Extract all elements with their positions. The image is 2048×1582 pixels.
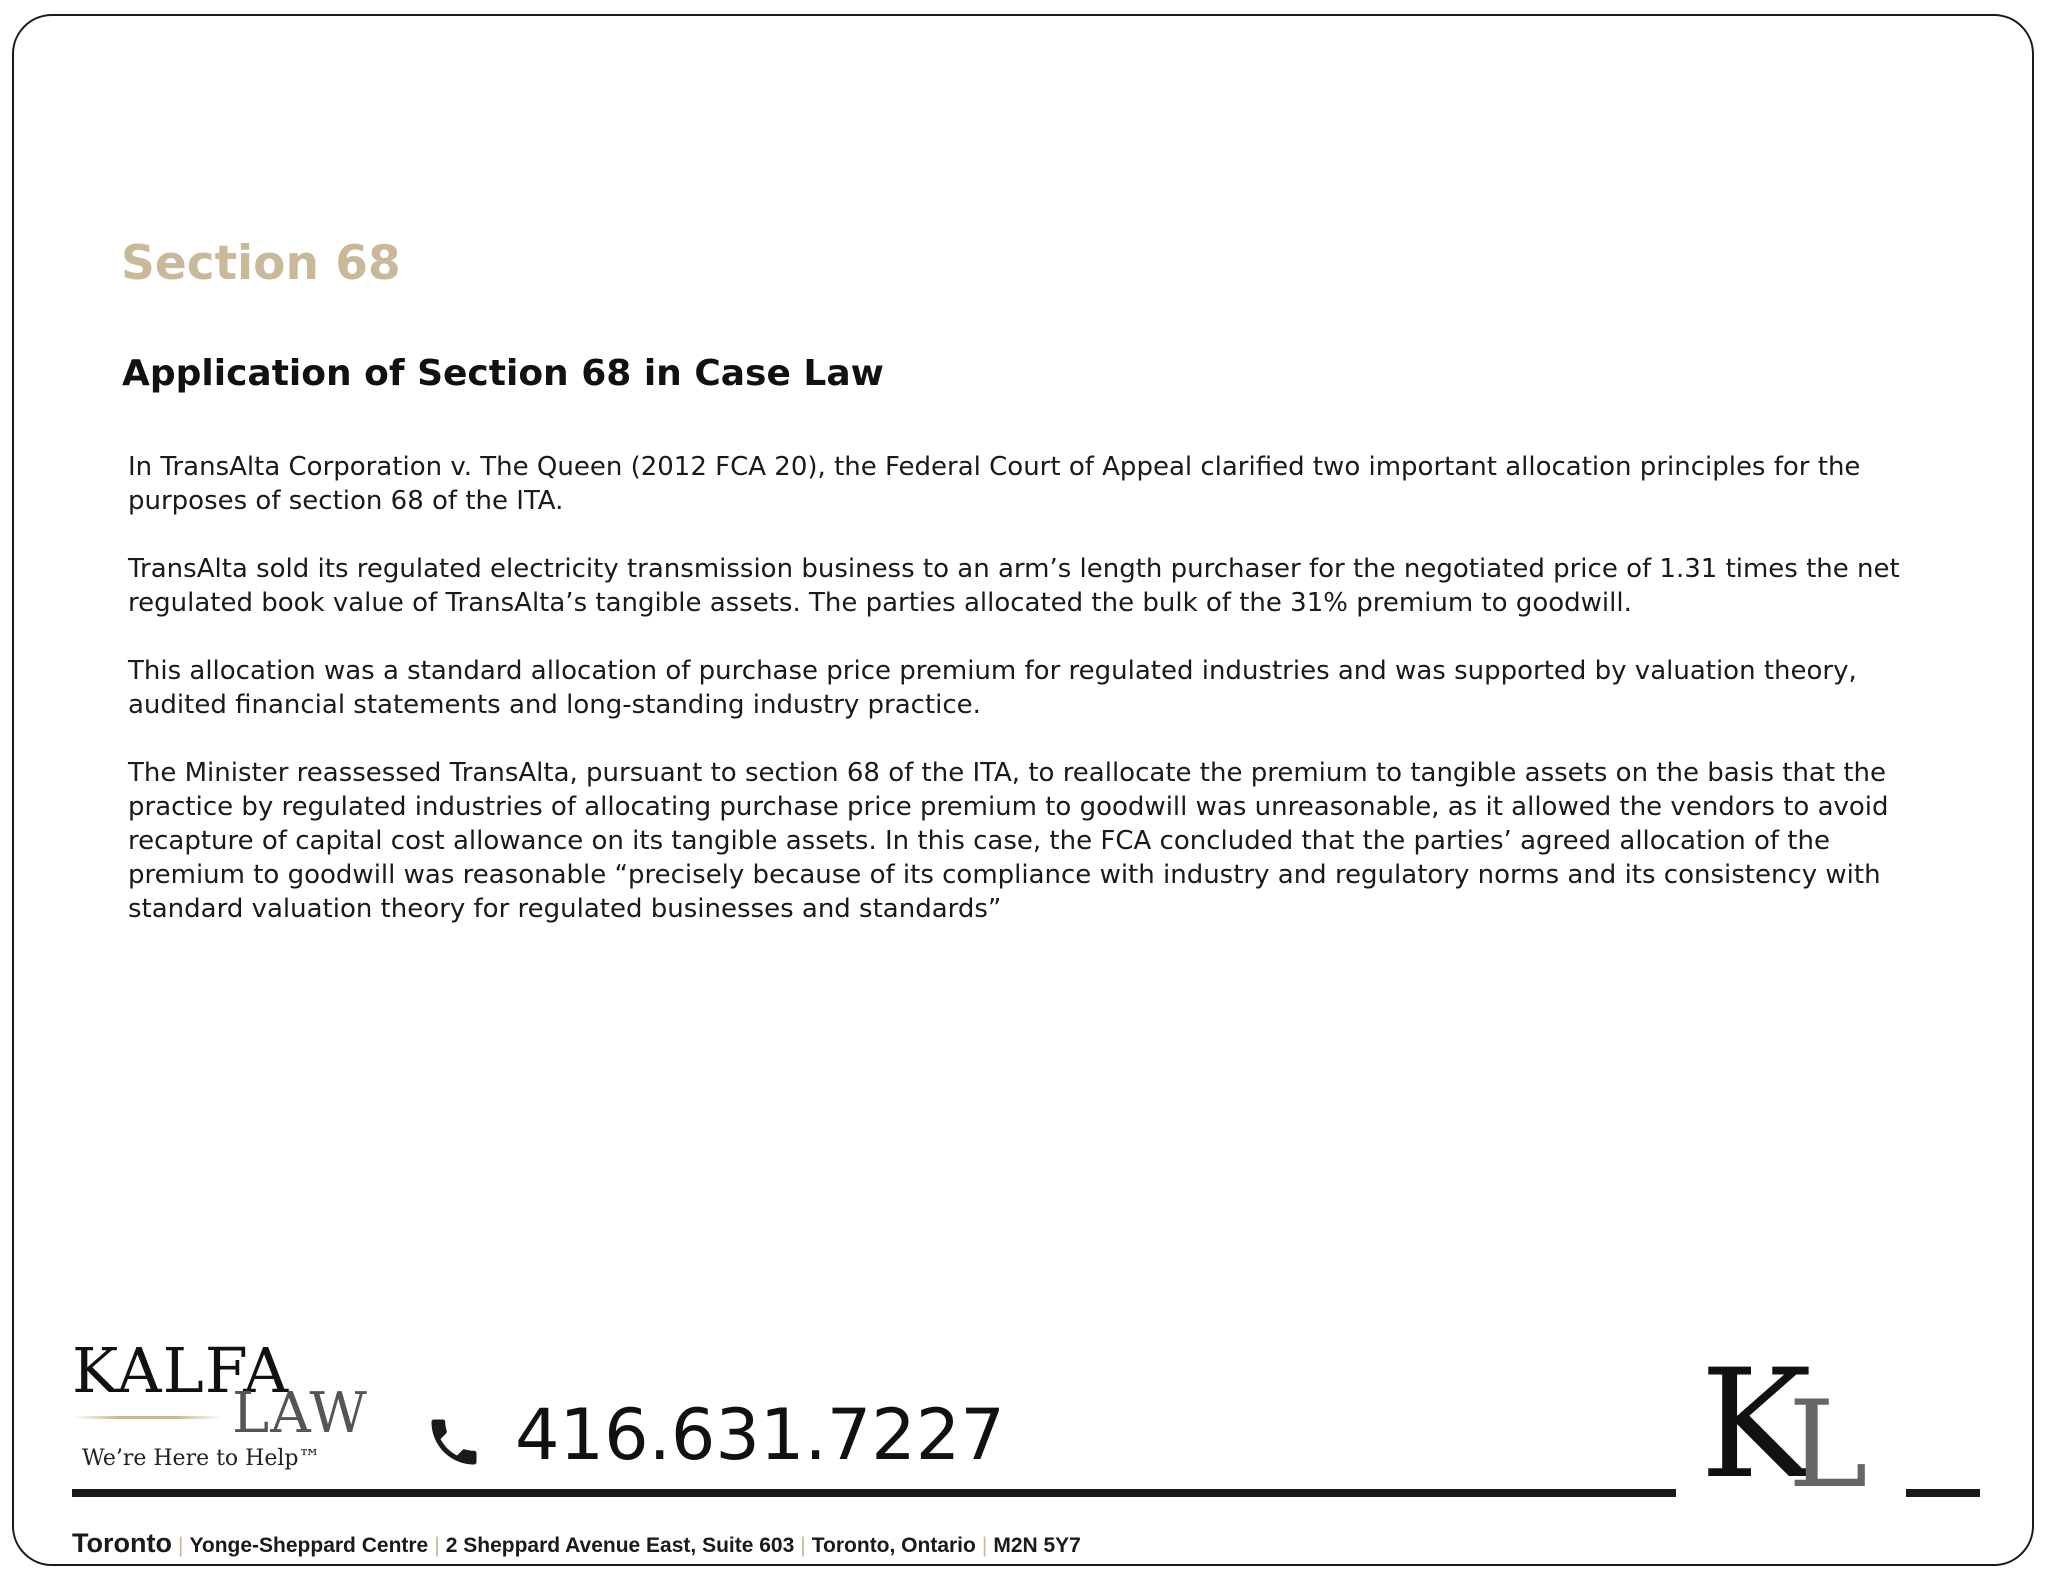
logo-gold-line [72,1416,222,1419]
address-separator: | [800,1534,806,1557]
logo-law-text: LAW [232,1381,368,1446]
address-building: Yonge-Sheppard Centre [189,1534,429,1557]
address-city: Toronto [72,1528,172,1558]
phone-number: 416.631.7227 [515,1394,1005,1476]
monogram-l: L [1788,1376,1868,1515]
phone-icon [424,1412,484,1472]
footer-divider-right [1906,1489,1980,1497]
paragraph: TransAlta sold its regulated electricity transmission business to an arm’s length purchaser for the negotiated price of 1.31 times the net regulated book value of TransAlta’s tangible assets. The parties allocated the bulk of the 31% premium to goodwill. [128,554,1900,618]
slide-subtitle: Application of Section 68 in Case Law [122,353,884,394]
address-separator: | [177,1534,184,1557]
body-text [128,450,1928,960]
address-street: 2 Sheppard Avenue East, Suite 603 [445,1534,795,1557]
address-postal: M2N 5Y7 [993,1534,1081,1557]
paragraph: This allocation was a standard allocation of purchase price premium for regulated industries and was supported by valuation theory, audited financial statements and long-standing industry practice. [128,656,1857,720]
logo-kalfa-text: KALFA [72,1334,290,1407]
logo-tagline: We’re Here to Help™ [82,1446,321,1471]
slide-frame [12,14,2034,1566]
address-region: Toronto, Ontario [811,1534,976,1557]
footer-divider [72,1489,1676,1497]
kalfa-law-logo [72,1334,392,1480]
paragraph: The Minister reassessed TransAlta, pursuant to section 68 of the ITA, to reallocate the premium to tangible assets on the basis that the practice by regulated industries of allocating purchase price premium to goodwill was unreasonable, as it allowed the vendors to avoid recapture of capital cost allowance on its tangible assets. In this case, the FCA concluded that the parties’ agreed allocation of the premium to goodwill was reasonable “precisely because of its compliance with industry and regulatory norms and its consistency with standard valuation theory for regulated businesses and standards” [128,758,1889,924]
section-title: Section 68 [121,236,401,291]
paragraph: In TransAlta Corporation v. The Queen (2012 FCA 20), the Federal Court of Appeal clarified two important allocation principles for the purposes of section 68 of the ITA. [128,452,1861,516]
office-address [72,1530,1081,1557]
kl-monogram-logo [1700,1338,1900,1530]
monogram-k: K [1700,1338,1813,1512]
address-separator: | [434,1534,440,1557]
address-separator: | [981,1534,988,1557]
